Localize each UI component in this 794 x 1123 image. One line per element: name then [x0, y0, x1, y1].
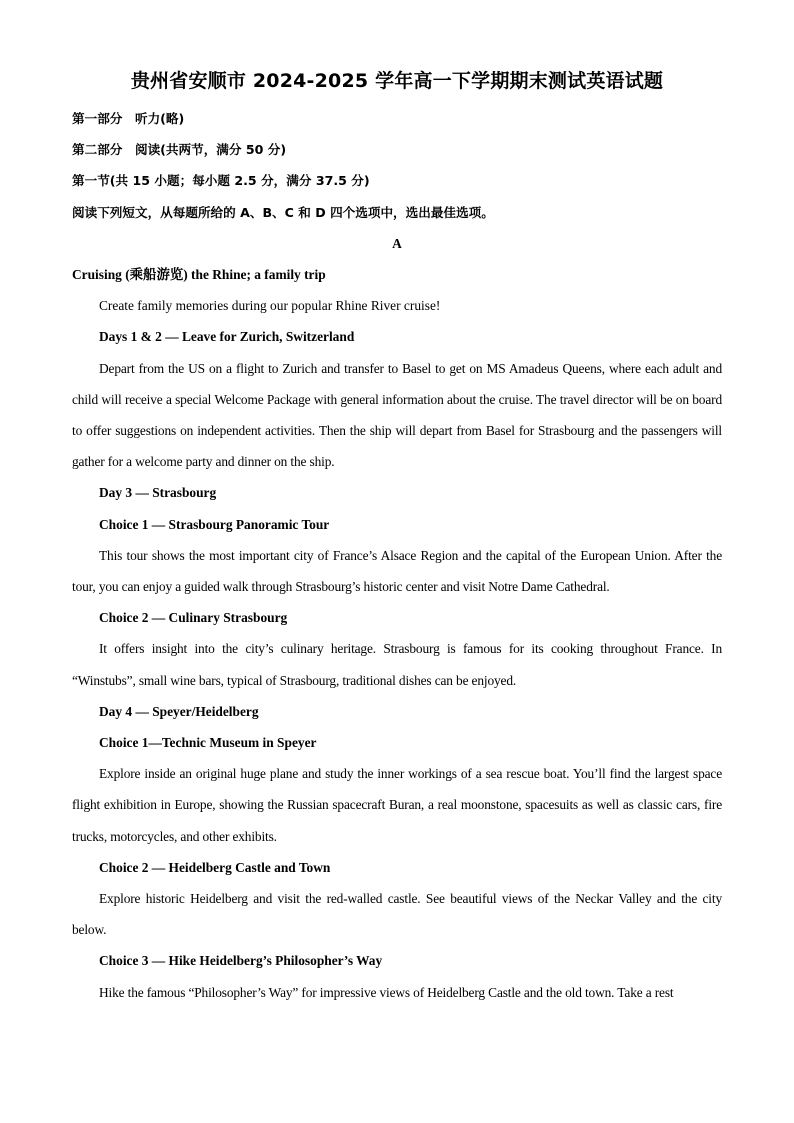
day4-choice1-heading: Choice 1—Technic Museum in Speyer	[99, 735, 317, 751]
day3-choice2-text: It offers insight into the city’s culinary heritage. Strasbourg is famous for its cooking throughout France. In “Winstubs”, small wine bars, typical of Strasbourg, traditional dishes can be enjoyed.	[72, 641, 722, 688]
part1-heading: 第一部分 听力(略)	[72, 111, 185, 126]
document-page	[72, 66, 722, 1008]
day3-choice2-heading: Choice 2 — Culinary Strasbourg	[99, 610, 288, 626]
day4-choice2-heading: Choice 2 — Heidelberg Castle and Town	[99, 859, 331, 875]
section1-heading: 第一节(共 15 小题；每小题 2.5 分，满分 37.5 分)	[72, 173, 370, 189]
day4-choice1-text: Explore inside an original huge plane and study the inner workings of a sea rescue boat. You’ll find the largest space flight exhibition in Europe, showing the Russian spacecraft Buran, a real moonstone, spacesuits as well as classic cars, fire trucks, motorcycles, and other exhibits.	[72, 766, 722, 844]
day4-choice3-text: Hike the famous “Philosopher’s Way” for impressive views of Heidelberg Castle and the old town. Take a rest	[99, 984, 674, 1000]
part2-heading: 第二部分 阅读(共两节，满分 50 分)	[72, 142, 287, 158]
passage-letter: A	[392, 235, 402, 251]
passage-intro: Create family memories during our popular Rhine River cruise!	[99, 298, 441, 314]
day3-choice1-heading: Choice 1 — Strasbourg Panoramic Tour	[99, 516, 330, 532]
day3-heading: Day 3 — Strasbourg	[99, 485, 217, 501]
passage-heading: Cruising (乘船游览) the Rhine; a family trip	[72, 267, 326, 283]
day12-text: Depart from the US on a flight to Zurich and transfer to Basel to get on MS Amadeus Queens, where each adult and child will receive a special Welcome Package with general information about the cruise. The travel director will be on board to offer suggestions on independent activities. Then the ship will depart from Basel for Strasbourg and the passengers will gather for a welcome party and dinner on the ship.	[72, 360, 722, 470]
instruction-text: 阅读下列短文，从每题所给的 A、B、C 和 D 四个选项中，选出最佳选项。	[72, 204, 494, 220]
day4-heading: Day 4 — Speyer/Heidelberg	[99, 703, 259, 719]
page-title: 贵州省安顺市 2024-2025 学年高一下学期期末测试英语试题	[130, 70, 664, 92]
day3-choice1-text: This tour shows the most important city of France’s Alsace Region and the capital of the European Union. After the tour, you can enjoy a guided walk through Strasbourg’s historic center and visit Notre Dame Cathedral.	[72, 547, 722, 595]
day4-choice3-heading: Choice 3 — Hike Heidelberg’s Philosopher’s Way	[99, 953, 383, 969]
day4-choice2-text: Explore historic Heidelberg and visit the red-walled castle. See beautiful views of the Neckar Valley and the city below.	[72, 891, 722, 938]
day12-heading: Days 1 & 2 — Leave for Zurich, Switzerland	[99, 329, 355, 345]
